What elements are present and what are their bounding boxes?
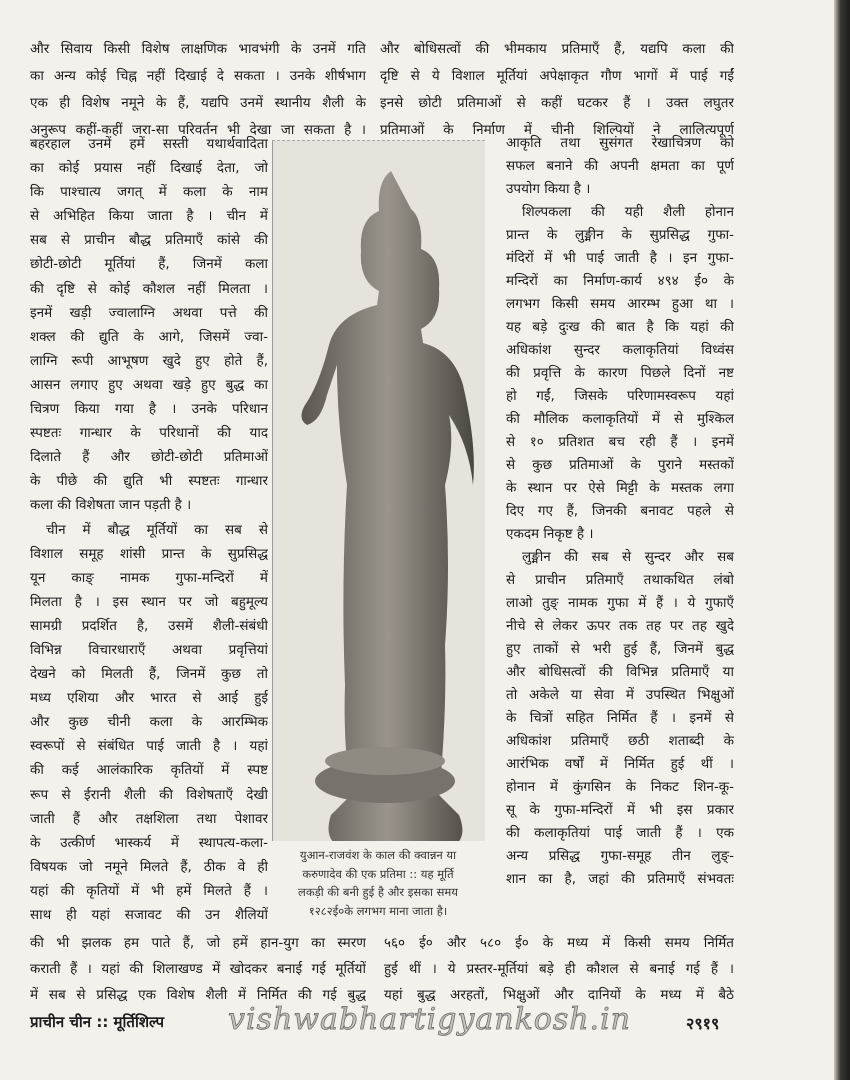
text-line: आकृति तथा सुसंगत रेखाचित्रण को <box>506 135 734 151</box>
text-line: यह बड़े दुःख की बात है कि यहां की <box>506 319 734 335</box>
text-line: और कुछ चीनी कला के आरम्भिक <box>30 714 268 731</box>
caption-line: करुणादेव की एक प्रतिमा :: यह मूर्ति <box>302 866 454 881</box>
running-title: प्राचीन चीन :: मूर्तिशिल्प <box>30 1013 164 1031</box>
text-line: विभिन्न विचारधाराएँ अथवा प्रवृत्तियां <box>30 641 268 658</box>
text-line: कला की विशेषता जान पड़ती है । <box>30 497 192 514</box>
statue-image <box>273 141 485 841</box>
text-line: चीन में बौद्ध मूर्तियों का सब से <box>46 521 268 538</box>
text-line: से १० प्रतिशत बच रही हैं । इनमें <box>506 434 734 450</box>
text-line: विषयक जो नमूने मिलते हैं, ठीक वे ही <box>30 858 268 875</box>
text-line: हो गईं, जिसके परिणामस्वरूप यहां <box>506 388 734 404</box>
text-line: मंदिरों में भी पाई जाती है । इन गुफा- <box>506 250 734 266</box>
watermark: vishwabhartigyankosh.in <box>228 1002 631 1037</box>
left-column-bottom-text <box>30 930 366 1008</box>
text-line: नीचे से लेकर ऊपर तक तह पर तह खुदे <box>506 618 734 634</box>
text-line: की भी झलक हम पाते हैं, जो हमें हान-युग का स्मरण <box>30 935 366 951</box>
caption-line: लकड़ी की बनी हुई है और इसका समय <box>298 885 458 899</box>
text-line: मध्य एशिया और भारत से आई हुई <box>30 690 268 707</box>
text-line: इनसे छोटी प्रतिमाओं से कहीं घटकर हैं । उक्त लघुतर <box>380 95 734 111</box>
text-line: के चित्रों सहित निर्मित हैं । इनमें से <box>506 710 734 726</box>
text-line: मिलता है । इस स्थान पर जो बहुमूल्य <box>30 593 268 610</box>
text-line: मन्दिरों का निर्माण-कार्य ४९४ ई० के <box>506 273 734 289</box>
figure-caption <box>262 846 494 920</box>
text-line: स्वरूपों से संबंधित पाई जाती है । यहां <box>30 738 268 755</box>
text-line: और बोधिसत्वों की भीमकाय प्रतिमाएँ हैं, यद्यपि कला की <box>380 41 734 57</box>
right-column-top-text <box>380 36 734 144</box>
text-line: की मौलिक कलाकृतियों में से मुश्किल <box>506 411 734 427</box>
text-line: हुए ताकों से भरी हुई हैं, जिनमें बुद्ध <box>506 641 734 657</box>
text-line: आसन लगाए हुए अथवा खड़े हुए बुद्ध का <box>30 376 268 393</box>
page-number: २९१९ <box>686 1014 720 1033</box>
right-column-bottom-text <box>384 930 734 1008</box>
text-line: का अन्य कोई चिह्न नहीं दिखाई दे सकता । उनके शीर्षभाग <box>30 68 366 84</box>
caption-line: १२८२ई०के लगभग माना जाता है। <box>308 903 448 918</box>
text-line: लाग्नि रूपी आभूषण खुदे हुए होते हैं, <box>30 352 268 369</box>
text-line: सफल बनाने की अपनी क्षमता का पूर्ण <box>506 158 734 174</box>
text-line: का कोई प्रयास नहीं दिखाई देता, जो <box>30 160 268 177</box>
text-line: शान का है, जहां की प्रतिमाएँ संभवतः <box>506 871 734 887</box>
text-line: तो अकेले या सेवा में उपस्थित भिक्षुओं <box>506 687 734 703</box>
text-line: अधिकांश सुन्दर कलाकृतियां विध्वंस <box>506 342 734 358</box>
text-line: सब से प्राचीन बौद्ध प्रतिमाएँ कांसे की <box>30 232 268 249</box>
left-column-top-text <box>30 36 366 144</box>
text-line: दिलाते हैं और छोटी-छोटी प्रतिमाओं <box>30 449 268 466</box>
text-line: की कई आलंकारिक कृतियों में स्पष्ट <box>30 762 268 779</box>
text-line: और सिवाय किसी विशेष लाक्षणिक भावभंगी के उनमें गति <box>30 41 366 57</box>
text-line: लाओ तुङ् नामक गुफा में हैं । ये गुफाएँ <box>506 595 734 611</box>
right-column-narrow-text <box>506 132 734 891</box>
text-line: छोटी-छोटी मूर्तियां हैं, जिनमें कला <box>30 256 268 273</box>
text-line: साथ ही यहां सजावट की उन शैलियों <box>30 907 268 923</box>
text-line: देखने को मिलती हैं, जिनमें कुछ तो <box>30 666 268 683</box>
text-line: चित्रण किया गया है । उनके परिधान <box>30 401 268 418</box>
text-line: की प्रवृत्ति के कारण पिछले दिनों नष्ट <box>506 365 734 381</box>
text-line: कि पाश्चात्य जगत् में कला के नाम <box>30 184 268 201</box>
text-line: इनमें खड़ी ज्वालाग्नि अथवा पत्ते की <box>30 304 268 321</box>
text-line: आरंभिक वर्षों में निर्मित हुई थीं । <box>506 756 734 772</box>
text-line: की कलाकृतियां पाई जाती हैं । एक <box>506 825 734 841</box>
text-line: होनान में कुंगसिन के निकट शिन-कू- <box>506 779 734 795</box>
text-line: अनुरूप कहीं-कहीं जरा-सा परिवर्तन भी देखा जा सकता है । <box>30 122 366 138</box>
text-line: से प्राचीन प्रतिमाएँ तथाकथित लंबो <box>506 572 734 588</box>
text-line: दिए गए हैं, जिनकी बनावट पहले से <box>506 503 734 519</box>
text-line: के पीछे की द्युति भी स्पष्टतः गान्धार <box>30 473 268 490</box>
text-line: के उत्कीर्ण भास्कर्य में स्थापत्य-कला- <box>30 834 268 851</box>
text-line: और बोधिसत्वों की विभिन्न प्रतिमाएँ या <box>506 664 734 680</box>
text-line: सू के गुफा-मन्दिरों में भी इस प्रकार <box>506 802 734 818</box>
text-line: यहां बुद्ध अरहतों, भिक्षुओं और दानियों के मध्य में बैठे <box>384 987 734 1003</box>
text-line: विशाल समूह शांसी प्रान्त के सुप्रसिद्ध <box>30 545 268 562</box>
text-line: से कुछ प्रतिमाओं के पुराने मस्तकों <box>506 457 734 473</box>
text-line: प्रान्त के लुङ्मीन के सुप्रसिद्ध गुफा- <box>506 227 734 243</box>
text-line: लगभग किसी समय आरम्भ हुआ था । <box>506 296 734 312</box>
text-line: से अभिहित किया जाता है । चीन में <box>30 208 268 225</box>
text-line: स्पष्टतः गान्धार के परिधानों की याद <box>30 425 268 442</box>
text-line: सामग्री प्रदर्शित है, उसमें शैली-संबंधी <box>30 617 268 634</box>
text-line: एकदम निकृष्ट है । <box>506 526 594 542</box>
text-line: कराती हैं । यहां की शिलाखण्ड में खोदकर बनाई गई मूर्तियों <box>30 961 366 977</box>
text-line: की दृष्टि से कोई कौशल नहीं मिलता । <box>30 280 268 297</box>
text-line: शिल्पकला की यही शैली होनान <box>522 204 734 220</box>
text-line: उपयोग किया है । <box>506 181 591 197</box>
text-line: अन्य प्रसिद्ध गुफा-समूह तीन लुङ्- <box>506 848 734 864</box>
text-line: बहरहाल उनमें हमें सस्ती यथार्थवादिता <box>30 136 268 152</box>
text-line: यहां की कृतियों में भी हमें मिलते हैं । <box>30 882 268 899</box>
text-line: अधिकांश प्रतिमाएँ छठी शताब्दी के <box>506 733 734 749</box>
text-line: हुई थीं । ये प्रस्तर-मूर्तियां बड़े ही कौशल से बनाई गई हैं । <box>384 961 734 977</box>
text-line: में सब से प्रसिद्ध एक विशेष शैली में निर्मित की गई बुद्ध <box>30 987 366 1003</box>
text-line: ५६० ई० और ५८० ई० के मध्य में किसी समय निर्मित <box>384 935 734 951</box>
text-line: दृष्टि से ये विशाल मूर्तियां अपेक्षाकृत गौण भागों में पाई गईं <box>380 68 734 84</box>
text-line: रूप से ईरानी शैली की विशेषताएँ देखी <box>30 786 268 803</box>
text-line: के स्थान पर ऐसे मिट्टी के मस्तक लगा <box>506 480 734 496</box>
caption-line: युआन-राजवंश के काल की क्वान्नन या <box>299 848 457 862</box>
text-line: जाती हैं और तक्षशिला तथा पेशावर <box>30 810 268 827</box>
bodhisattva-statue-photo <box>272 140 485 841</box>
text-line: एक ही विशेष नमूने के हैं, यद्यपि उनमें स्थानीय शैली के <box>30 95 366 111</box>
left-column-narrow-text <box>30 132 268 927</box>
text-line: प्रतिमाओं के निर्माण में चीनी शिल्पियों ने लालित्यपूर्ण <box>380 122 734 138</box>
text-line: शक्ल की द्युति के आगे, जिसमें ज्वा- <box>30 328 268 345</box>
page-edge-shadow <box>834 0 850 1080</box>
text-line: लुङ्मीन की सब से सुन्दर और सब <box>522 549 734 565</box>
text-line: यून काङ् नामक गुफा-मन्दिरों में <box>30 569 268 586</box>
